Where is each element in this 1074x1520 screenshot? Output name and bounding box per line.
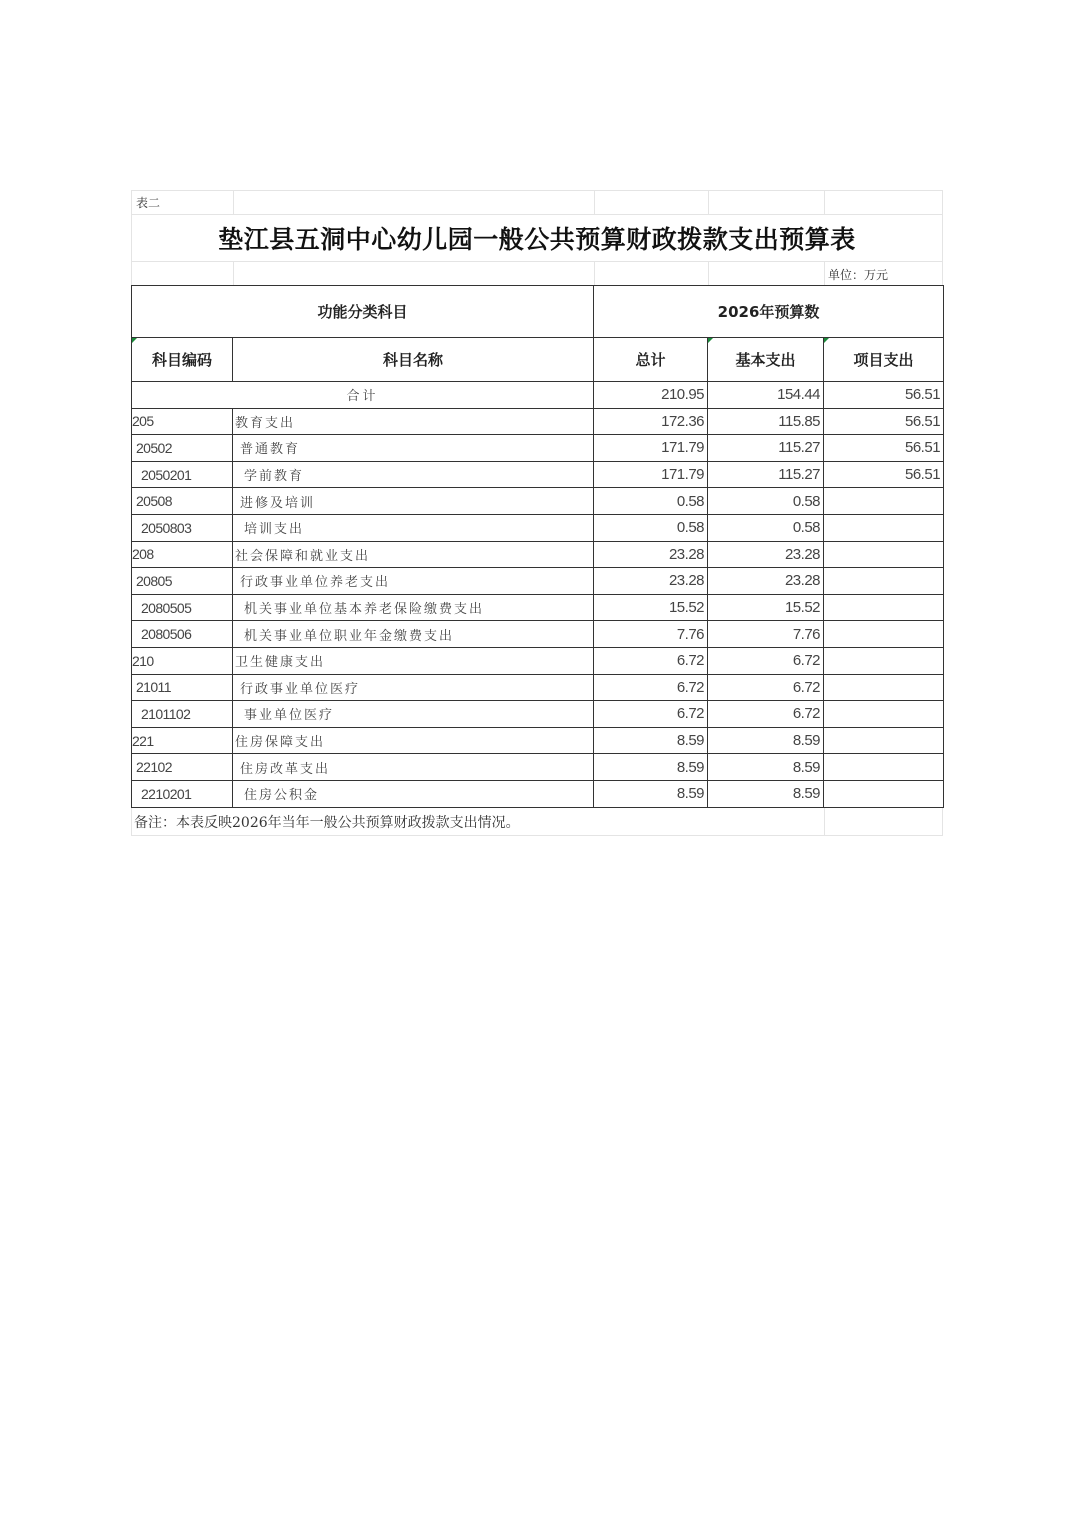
- subject-code: 2050803: [132, 514, 233, 541]
- amount-basic: 6.72: [708, 647, 824, 674]
- subject-name: 住房保障支出: [233, 727, 594, 754]
- subject-name: 行政事业单位养老支出: [233, 568, 594, 595]
- amount-basic: 23.28: [708, 541, 824, 568]
- table-row: [132, 461, 944, 488]
- amount-total: 6.72: [594, 674, 708, 701]
- header-total: 总计: [594, 338, 708, 382]
- amount-project: [824, 541, 944, 568]
- amount-basic: 23.28: [708, 568, 824, 595]
- budget-table: [131, 285, 944, 808]
- amount-basic: 115.85: [708, 408, 824, 435]
- subject-code: 2050201: [132, 461, 233, 488]
- subject-code: 20805: [132, 568, 233, 595]
- label-row: [131, 190, 943, 214]
- total-project: 56.51: [824, 382, 944, 409]
- amount-project: [824, 780, 944, 807]
- amount-basic: 8.59: [708, 780, 824, 807]
- table-row: [132, 488, 944, 515]
- table-row: [132, 674, 944, 701]
- amount-basic: 6.72: [708, 674, 824, 701]
- amount-project: 56.51: [824, 435, 944, 462]
- header-subject-name: 科目名称: [233, 338, 594, 382]
- amount-project: [824, 514, 944, 541]
- title-row: [131, 214, 943, 261]
- amount-total: 8.59: [594, 754, 708, 781]
- subject-name: 机关事业单位基本养老保险缴费支出: [233, 594, 594, 621]
- note-row: [131, 808, 943, 836]
- subject-name: 培训支出: [233, 514, 594, 541]
- amount-project: [824, 674, 944, 701]
- subject-code: 2080506: [132, 621, 233, 648]
- header-project-expenditure: 项目支出: [824, 338, 944, 382]
- subject-name: 住房改革支出: [233, 754, 594, 781]
- amount-project: [824, 701, 944, 728]
- total-row: [132, 382, 944, 409]
- amount-project: [824, 568, 944, 595]
- unit-row: [131, 261, 943, 285]
- table-label: 表二: [136, 196, 161, 210]
- subject-code: 21011: [132, 674, 233, 701]
- table-row: [132, 647, 944, 674]
- table-row: [132, 727, 944, 754]
- amount-project: [824, 488, 944, 515]
- amount-total: 171.79: [594, 435, 708, 462]
- amount-total: 0.58: [594, 514, 708, 541]
- subject-code: 2210201: [132, 780, 233, 807]
- subject-code: 20502: [132, 435, 233, 462]
- amount-project: 56.51: [824, 461, 944, 488]
- subject-name: 普通教育: [233, 435, 594, 462]
- subject-code: 210: [132, 647, 233, 674]
- table-row: [132, 594, 944, 621]
- subject-code: 208: [132, 541, 233, 568]
- subject-code: 205: [132, 408, 233, 435]
- unit-label: 单位：万元: [828, 268, 889, 282]
- subject-code: 221: [132, 727, 233, 754]
- amount-total: 7.76: [594, 621, 708, 648]
- subject-code: 2101102: [132, 701, 233, 728]
- amount-project: [824, 647, 944, 674]
- amount-basic: 7.76: [708, 621, 824, 648]
- subject-name: 住房公积金: [233, 780, 594, 807]
- subject-code: 20508: [132, 488, 233, 515]
- amount-total: 15.52: [594, 594, 708, 621]
- total-amount: 210.95: [594, 382, 708, 409]
- table-row: [132, 780, 944, 807]
- amount-total: 23.28: [594, 568, 708, 595]
- amount-project: [824, 594, 944, 621]
- amount-project: [824, 727, 944, 754]
- amount-basic: 8.59: [708, 727, 824, 754]
- table-row: [132, 621, 944, 648]
- amount-basic: 115.27: [708, 461, 824, 488]
- header-budget-2026: 2026年预算数: [594, 286, 944, 338]
- amount-total: 172.36: [594, 408, 708, 435]
- amount-total: 8.59: [594, 780, 708, 807]
- table-row: [132, 435, 944, 462]
- amount-total: 0.58: [594, 488, 708, 515]
- amount-project: 56.51: [824, 408, 944, 435]
- page-title: 垫江县五洞中心幼儿园一般公共预算财政拨款支出预算表: [218, 225, 856, 254]
- subject-name: 事业单位医疗: [233, 701, 594, 728]
- table-row: [132, 408, 944, 435]
- amount-basic: 115.27: [708, 435, 824, 462]
- subject-code: 22102: [132, 754, 233, 781]
- header-functional-classification: 功能分类科目: [132, 286, 594, 338]
- table-row: [132, 568, 944, 595]
- footnote: 备注：本表反映2026年当年一般公共预算财政拨款支出情况。: [134, 814, 520, 831]
- amount-basic: 15.52: [708, 594, 824, 621]
- subject-code: 2080505: [132, 594, 233, 621]
- subject-name: 行政事业单位医疗: [233, 674, 594, 701]
- subject-name: 学前教育: [233, 461, 594, 488]
- amount-total: 8.59: [594, 727, 708, 754]
- subject-name: 进修及培训: [233, 488, 594, 515]
- table-row: [132, 514, 944, 541]
- amount-project: [824, 754, 944, 781]
- amount-basic: 0.58: [708, 488, 824, 515]
- subject-name: 卫生健康支出: [233, 647, 594, 674]
- amount-basic: 6.72: [708, 701, 824, 728]
- budget-sheet: [131, 190, 943, 836]
- table-row: [132, 754, 944, 781]
- table-row: [132, 541, 944, 568]
- header-subject-code: 科目编码: [132, 338, 233, 382]
- subject-name: 社会保障和就业支出: [233, 541, 594, 568]
- amount-total: 23.28: [594, 541, 708, 568]
- subject-name: 教育支出: [233, 408, 594, 435]
- total-label: 合计: [132, 382, 594, 409]
- amount-total: 6.72: [594, 701, 708, 728]
- table-row: [132, 701, 944, 728]
- subject-name: 机关事业单位职业年金缴费支出: [233, 621, 594, 648]
- header-basic-expenditure: 基本支出: [708, 338, 824, 382]
- amount-basic: 0.58: [708, 514, 824, 541]
- total-basic: 154.44: [708, 382, 824, 409]
- amount-project: [824, 621, 944, 648]
- amount-total: 6.72: [594, 647, 708, 674]
- amount-basic: 8.59: [708, 754, 824, 781]
- amount-total: 171.79: [594, 461, 708, 488]
